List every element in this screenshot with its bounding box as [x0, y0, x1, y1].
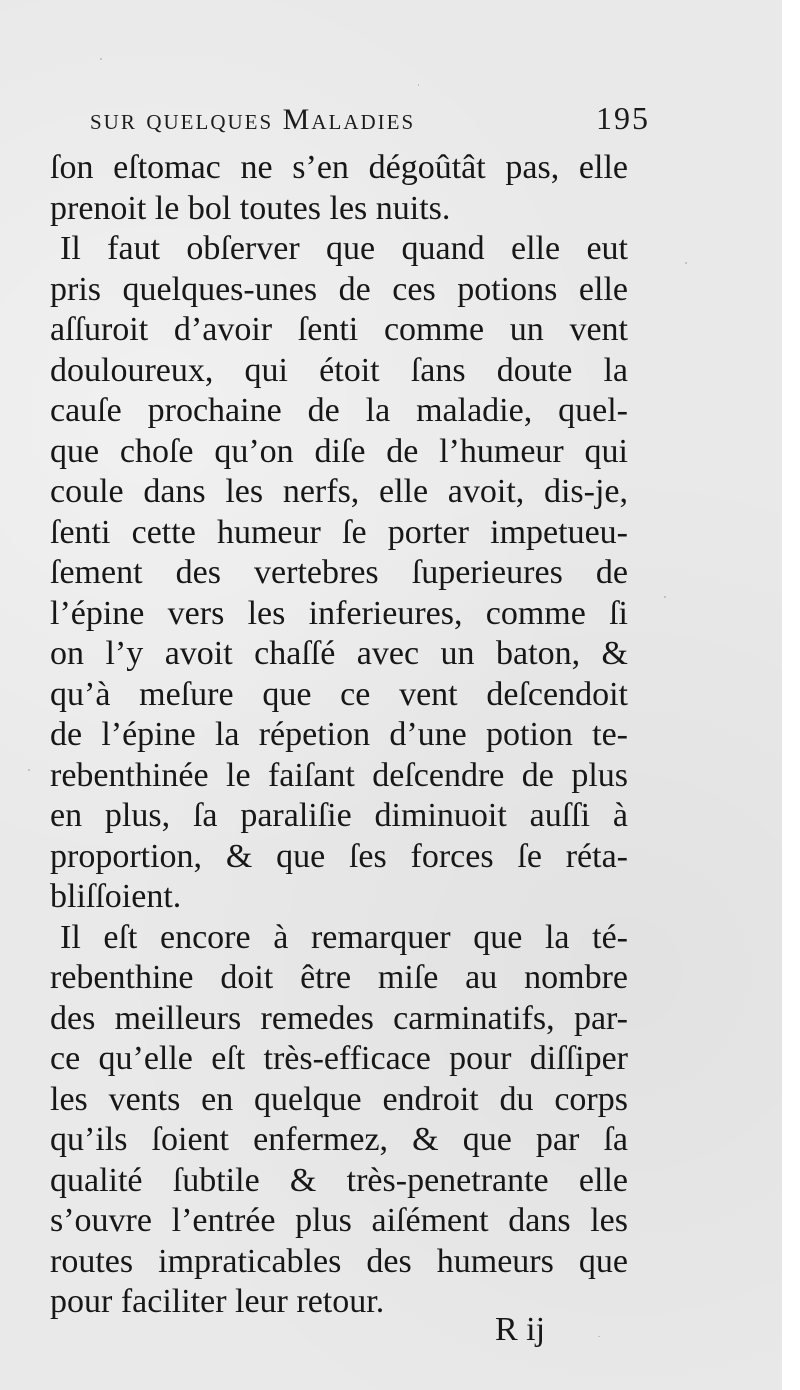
signature-mark: R ij [495, 1311, 546, 1348]
paper-speck [598, 1336, 600, 1337]
paper-speck [685, 262, 687, 264]
page-number: 195 [596, 100, 650, 136]
running-head-title: sur quelques Maladies [90, 103, 416, 136]
body-line: Il faut obſerver que quand elle eut [60, 230, 628, 267]
body-line: proportion, & que ſes forces ſe réta- [50, 837, 628, 875]
body-line: aſſuroit d’avoir ſenti comme un vent [50, 311, 628, 348]
body-line: les vents en quelque endroit du corps [50, 1080, 628, 1118]
body-line: pris quelques-unes de ces potions elle [50, 270, 628, 308]
body-line: rebenthine doit être miſe au nombre [50, 959, 628, 996]
body-line: coule dans les nerfs, elle avoit, dis-je, [50, 473, 628, 510]
body-line: ce qu’elle eſt très-efficace pour diſſiper [50, 1040, 628, 1077]
body-line: de l’épine la répetion d’une potion te- [50, 716, 628, 753]
paper-speck [418, 84, 419, 86]
body-line: routes impraticables des humeurs que [50, 1242, 628, 1280]
paper-speck [664, 596, 666, 598]
body-line: l’épine vers les inferieures, comme ſi [50, 594, 628, 632]
body-line: ſenti cette humeur ſe porter impetueu- [50, 513, 628, 551]
page-edge [782, 0, 800, 1390]
running-head [90, 100, 650, 148]
body-line: on l’y avoit chaſſé avec un baton, & [50, 635, 628, 672]
body-line: pour faciliter leur retour. [50, 1283, 385, 1320]
body-line: bliſſoient. [50, 878, 182, 915]
body-line: qu’à meſure que ce vent deſcendoit [50, 675, 628, 713]
body-line: cauſe prochaine de la maladie, quel- [50, 392, 628, 429]
body-line: qualité ſubtile & très-penetrante elle [50, 1161, 628, 1199]
body-line: des meilleurs remedes carminatifs, par- [50, 999, 628, 1037]
body-line: rebenthinée le faiſant deſcendre de plus [50, 756, 628, 794]
body-line: Il eſt encore à remarquer que la té- [60, 918, 628, 956]
body-line: ſement des vertebres ſuperieures de [50, 554, 628, 591]
paper-speck [100, 58, 102, 60]
body-line: douloureux, qui étoit ſans doute la [50, 351, 628, 389]
body-line: ſon eſtomac ne s’en dégoûtât pas, elle [50, 149, 628, 186]
body-text [50, 148, 628, 1323]
body-line: s’ouvre l’entrée plus aiſément dans les [50, 1202, 628, 1239]
paper-speck [28, 769, 30, 771]
body-line: prenoit le bol toutes les nuits. [50, 189, 451, 227]
body-line: que choſe qu’on diſe de l’humeur qui [50, 432, 628, 470]
body-line: en plus, ſa paraliſie diminuoit auſſi à [50, 797, 628, 834]
body-line: qu’ils ſoient enfermez, & que par ſa [50, 1121, 628, 1158]
